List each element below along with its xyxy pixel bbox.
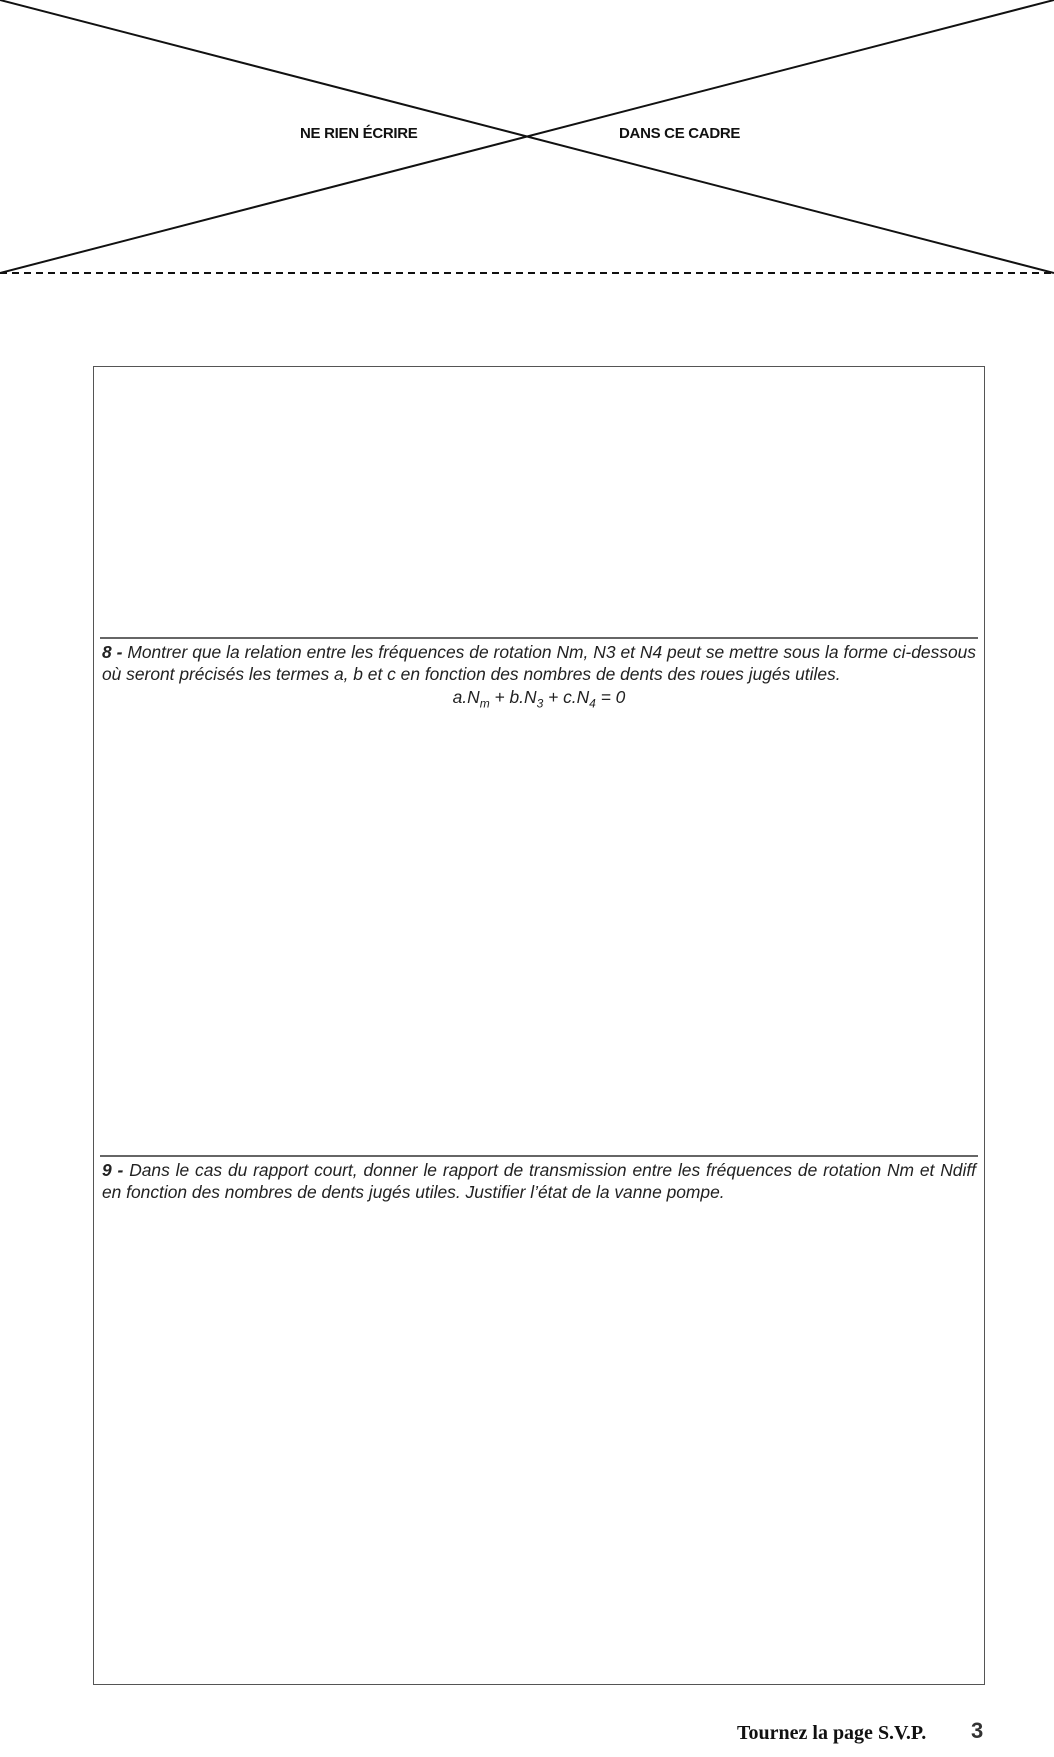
separator <box>100 637 978 639</box>
separator <box>100 1155 978 1157</box>
question-number: 8 - <box>102 642 123 662</box>
answer-frame <box>93 366 985 1685</box>
turn-page-text: Tournez la page S.V.P. <box>737 1722 927 1744</box>
header-left-text: NE RIEN ÉCRIRE <box>300 125 418 142</box>
question-number: 9 - <box>102 1160 124 1180</box>
page-number: 3 <box>971 1718 984 1743</box>
question-9 <box>102 1159 976 1204</box>
question-text: Dans le cas du rapport court, donner le rapport de transmission entre les fréquences de rotation Nm et Ndiff en fonction des nombres de dents jugés utiles. Justifier l’état de la vanne pompe. <box>102 1160 976 1203</box>
question-8 <box>102 641 976 715</box>
header-right-text: DANS CE CADRE <box>619 125 741 142</box>
equation: $a.N_m + b.N_3 + c.N_4 = 0$ <box>452 686 626 711</box>
do-not-write-cross <box>0 0 1054 280</box>
question-text: Montrer que la relation entre les fréquences de rotation Nm, N3 et N4 peut se mettre sous la forme ci-dessous où seront précisés les termes a, b et c en fonction des nombres de dents des roues jugés utiles. <box>102 642 976 685</box>
